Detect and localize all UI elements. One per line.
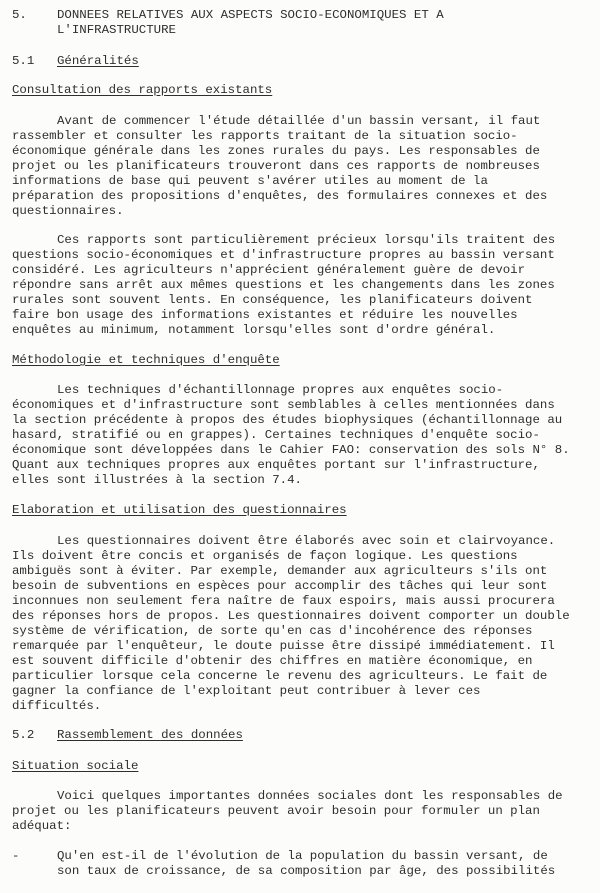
- text-line: informations de base qui peuvent s'avérer utiles au moment de la: [12, 174, 488, 188]
- elaboration-heading: [12, 503, 600, 518]
- text-line: projet ou les planificateurs peuvent avoir besoin pour formuler un plan: [12, 804, 540, 818]
- text-line: rassembler et consulter les rapports traitant de la situation socio-: [12, 129, 518, 143]
- text-line: son taux de croissance, de sa composition par âge, des possibilités: [57, 864, 556, 878]
- bullet-dash: -: [12, 849, 20, 863]
- text-line: la section précédente à propos des études biophysiques (échantillonnage au: [12, 413, 563, 427]
- text-line: économique sont développées dans le Cahier FAO: conservation des sols N° 8.: [12, 443, 570, 457]
- consultation-paragraph-2: [12, 233, 600, 338]
- text-line: économique générale dans les zones rurales du pays. Les responsables de: [12, 144, 540, 158]
- text-line: besoin de subventions en espèces pour accomplir des tâches qui leur sont: [12, 579, 548, 593]
- text-line: Quant aux techniques propres aux enquêtes portant sur l'infrastructure,: [12, 458, 540, 472]
- text-line: Ils doivent être concis et organisés de façon logique. Les questions: [12, 549, 518, 563]
- consultation-heading: [12, 83, 600, 98]
- text-line: système de vérification, de sorte qu'en cas d'incohérence des réponses: [12, 624, 533, 638]
- situation-paragraph: [12, 789, 600, 834]
- text-line: Avant de commencer l'étude détaillée d'un bassin versant, il faut: [57, 114, 541, 128]
- text-line: projet ou les planificateurs trouveront dans ces rapports de nombreuses: [12, 159, 540, 173]
- subheading: Situation sociale: [12, 759, 139, 773]
- text-line: rurales sont souvent lents. En conséquence, les planificateurs doivent: [12, 293, 533, 307]
- subheading: Elaboration et utilisation des questionnaires: [12, 503, 347, 517]
- subheading: Méthodologie et techniques d'enquête: [12, 353, 280, 367]
- section-number: 5.: [12, 8, 27, 22]
- text-line: questionnaires.: [12, 204, 124, 218]
- text-line: Ces rapports sont particulièrement précieux lorsqu'ils traitent des: [57, 233, 556, 247]
- consultation-paragraph-1: [12, 114, 600, 219]
- text-line: elles sont illustrées à la section 7.4.: [12, 473, 302, 487]
- text-line: considéré. Les agriculteurs n'apprécient généralement guère de devoir: [12, 263, 526, 277]
- text-line: questions socio-économiques et d'infrastructure propres au bassin versant: [12, 248, 555, 262]
- elaboration-paragraph: [12, 534, 600, 714]
- text-line: Les questionnaires doivent être élaborés avec soin et clairvoyance.: [57, 534, 556, 548]
- text-line: gagner la confiance de l'exploitant peut contribuer à lever ces: [12, 684, 481, 698]
- situation-heading: [12, 759, 600, 774]
- section-number: 5.2: [12, 728, 35, 742]
- section-5-heading: [12, 8, 600, 38]
- text-line: enquêtes au minimum, notamment lorsqu'elles sont d'ordre général.: [12, 323, 496, 337]
- text-line: des réponses hors de propos. Les questionnaires doivent comporter un double: [12, 609, 570, 623]
- text-line: économiques et d'infrastructure sont semblables à celles mentionnées dans: [12, 398, 555, 412]
- text-line: adéquat:: [12, 819, 72, 833]
- section-title: Généralités: [57, 54, 139, 68]
- text-line: ambiguës sont à éviter. Par exemple, demander aux agriculteurs s'ils ont: [12, 564, 548, 578]
- text-line: est souvent difficile d'obtenir des chiffres en matière économique, en: [12, 654, 533, 668]
- section-title: Rassemblement des données: [57, 728, 243, 742]
- text-line: inconnues non seulement fera naître de faux espoirs, mais aussi procurera: [12, 594, 555, 608]
- methodologie-heading: [12, 353, 600, 368]
- subheading: Consultation des rapports existants: [12, 83, 273, 97]
- methodologie-paragraph: [12, 383, 600, 488]
- section-number: 5.1: [12, 54, 35, 68]
- text-line: remarquée par l'enquêteur, le doute puisse être dissipé immédiatement. Il: [12, 639, 555, 653]
- text-line: particulier lorsque cela concerne le revenu des agriculteurs. Le fait de: [12, 669, 548, 683]
- section-5-2-heading: [12, 728, 600, 743]
- text-line: Voici quelques importantes données sociales dont les responsables de: [57, 789, 563, 803]
- section-5-1-heading: [12, 54, 600, 69]
- bullet-item: [12, 849, 600, 879]
- text-line: Les techniques d'échantillonnage propres aux enquêtes socio-: [57, 383, 504, 397]
- text-line: faire bon usage des informations existantes et réduire les nouvelles: [12, 308, 518, 322]
- section-title-line: DONNEES RELATIVES AUX ASPECTS SOCIO-ECONOMIQUES ET A: [57, 8, 444, 22]
- text-line: préparation des propositions d'enquêtes, des formulaires connexes et des: [12, 189, 548, 203]
- text-line: Qu'en est-il de l'évolution de la population du bassin versant, de: [57, 849, 548, 863]
- section-title-line: L'INFRASTRUCTURE: [57, 23, 176, 37]
- text-line: hasard, stratifié ou en grappes). Certaines techniques d'enquête socio-: [12, 428, 540, 442]
- text-line: répondre sans arrêt aux mêmes questions et les changements dans les zones: [12, 278, 555, 292]
- text-line: difficultés.: [12, 699, 102, 713]
